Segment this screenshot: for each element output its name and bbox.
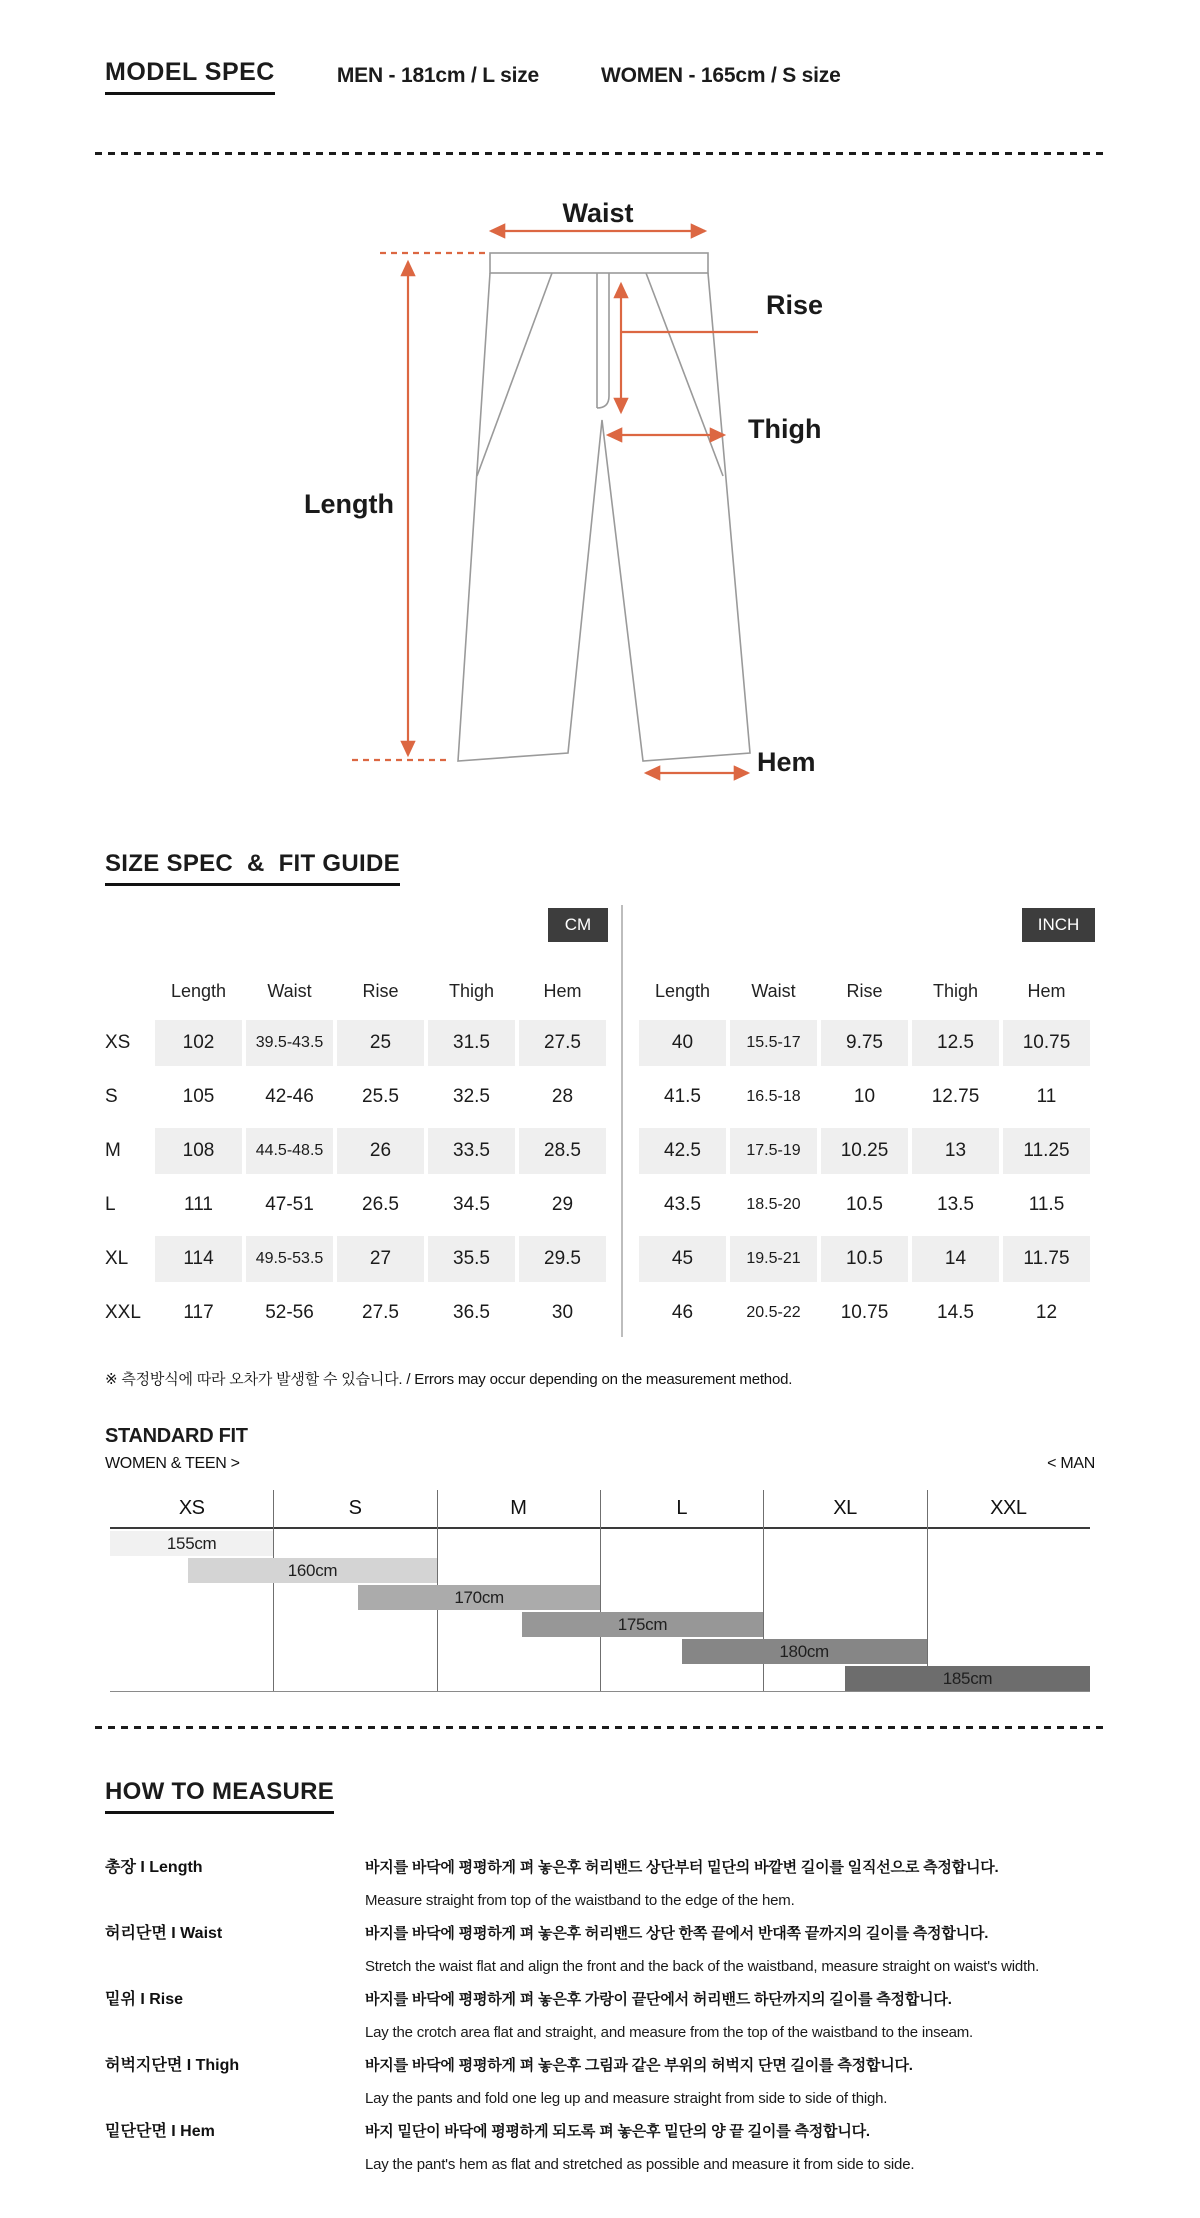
fly-line bbox=[597, 273, 609, 408]
table-cell bbox=[1001, 1070, 1092, 1124]
cell-value: 28 bbox=[551, 1086, 574, 1107]
cell-value: 10.75 bbox=[840, 1302, 889, 1323]
standard-fit-subheader bbox=[105, 1455, 1095, 1473]
table-cell bbox=[910, 1124, 1001, 1178]
table-cell bbox=[728, 1070, 819, 1124]
table-cell bbox=[244, 1232, 335, 1286]
measurement-note: ※ 측정방식에 따라 오차가 발생할 수 있습니다. / Errors may occur depending on the measurement method. bbox=[105, 1371, 793, 1388]
table-cell bbox=[819, 1070, 910, 1124]
column-header-waist: Waist bbox=[267, 980, 312, 1001]
cell-value: 10.5 bbox=[846, 1194, 883, 1215]
cell-value: 13 bbox=[912, 1128, 999, 1174]
fit-size-label-xs: XS bbox=[178, 1497, 205, 1519]
cell-value: 26.5 bbox=[362, 1194, 399, 1215]
fit-bars-area bbox=[110, 1529, 1090, 1692]
fit-gridline bbox=[273, 1490, 274, 1691]
table-cell bbox=[244, 1124, 335, 1178]
table-cell bbox=[1001, 1124, 1092, 1178]
standard-fit-title: STANDARD FIT bbox=[105, 1425, 248, 1447]
fit-gridline bbox=[927, 1490, 928, 1691]
table-cell bbox=[637, 1124, 728, 1178]
cell-value: 42.5 bbox=[639, 1128, 726, 1174]
length-label: Length bbox=[304, 489, 394, 519]
cell-value: 108 bbox=[155, 1128, 242, 1174]
cell-value: 19.5-21 bbox=[730, 1236, 817, 1282]
table-cell bbox=[819, 1016, 910, 1070]
cell-value: 43.5 bbox=[664, 1194, 701, 1215]
cell-value: 29 bbox=[551, 1194, 574, 1215]
cell-value: 34.5 bbox=[453, 1194, 490, 1215]
table-cell bbox=[153, 1124, 244, 1178]
table-cell bbox=[517, 1232, 608, 1286]
measure-item bbox=[105, 2122, 1105, 2175]
fit-size-label-m: M bbox=[510, 1497, 527, 1519]
column-header-length: Length bbox=[654, 980, 711, 1001]
cell-value: 11 bbox=[1036, 1086, 1057, 1107]
table-cell bbox=[1001, 1016, 1092, 1070]
rise-label: Rise bbox=[766, 290, 824, 320]
table-cell bbox=[426, 1232, 517, 1286]
table-cell bbox=[910, 1178, 1001, 1232]
table-cell bbox=[244, 1016, 335, 1070]
table-cell bbox=[910, 1232, 1001, 1286]
measure-description bbox=[365, 2122, 1105, 2175]
model-spec-title: MODEL SPEC bbox=[105, 58, 275, 95]
measure-term: 허리단면 I Waist bbox=[105, 1925, 223, 1942]
table-cell bbox=[426, 1070, 517, 1124]
fit-size-label-l: L bbox=[676, 1497, 687, 1519]
measure-term: 밑위 I Rise bbox=[105, 1991, 184, 2008]
cell-value: 49.5-53.5 bbox=[246, 1236, 333, 1282]
model-spec-header bbox=[105, 58, 1105, 95]
table-cell bbox=[819, 1124, 910, 1178]
waistband bbox=[490, 253, 708, 273]
measure-description bbox=[365, 1990, 1105, 2043]
table-cell bbox=[637, 1070, 728, 1124]
table-cell bbox=[517, 1286, 608, 1340]
table-cell bbox=[1001, 1178, 1092, 1232]
pants-outline bbox=[458, 253, 750, 761]
size-label: XL bbox=[105, 1248, 129, 1269]
cell-value: 12.75 bbox=[931, 1086, 980, 1107]
measure-item bbox=[105, 1924, 1105, 1977]
measure-description bbox=[365, 1858, 1105, 1911]
cell-value: 39.5-43.5 bbox=[246, 1020, 333, 1066]
table-cell bbox=[244, 1178, 335, 1232]
table-cell bbox=[153, 1232, 244, 1286]
column-header-thigh: Thigh bbox=[932, 980, 979, 1001]
table-cell bbox=[910, 1070, 1001, 1124]
table-cell bbox=[1001, 1232, 1092, 1286]
cm-unit-badge: CM bbox=[548, 908, 608, 942]
cell-value: 47-51 bbox=[265, 1194, 314, 1215]
table-cell bbox=[517, 1178, 608, 1232]
cell-value: 12 bbox=[1035, 1302, 1058, 1323]
cell-value: 36.5 bbox=[453, 1302, 490, 1323]
women-teen-label: WOMEN & TEEN > bbox=[105, 1455, 240, 1472]
pants-measurement-diagram bbox=[280, 186, 900, 798]
cell-value: 114 bbox=[155, 1236, 242, 1282]
measure-description bbox=[365, 1924, 1105, 1977]
measure-description bbox=[365, 2056, 1105, 2109]
table-cell bbox=[153, 1070, 244, 1124]
fit-size-label-s: S bbox=[348, 1497, 362, 1519]
measure-text-korean: 바지를 바닥에 평평하게 펴 놓은후 그림과 같은 부위의 허벅지 단면 길이를 측정합니다. bbox=[365, 2057, 913, 2074]
waist-label: Waist bbox=[562, 198, 634, 228]
size-label: XS bbox=[105, 1032, 131, 1053]
cell-value: 10.75 bbox=[1003, 1020, 1090, 1066]
table-cell bbox=[153, 1016, 244, 1070]
measure-text-korean: 바지를 바닥에 평평하게 펴 놓은후 가랑이 끝단에서 허리밴드 하단까지의 길이를 측정합니다. bbox=[365, 1991, 952, 2008]
table-cell bbox=[728, 1016, 819, 1070]
cell-value: 10 bbox=[853, 1086, 876, 1107]
table-cell bbox=[819, 1178, 910, 1232]
table-cell bbox=[819, 1232, 910, 1286]
table-cell bbox=[335, 1178, 426, 1232]
cell-value: 12.5 bbox=[912, 1020, 999, 1066]
fit-size-label-xl: XL bbox=[833, 1497, 857, 1519]
cell-value: 18.5-20 bbox=[746, 1196, 801, 1213]
table-cell bbox=[728, 1178, 819, 1232]
size-table-cm bbox=[105, 966, 608, 1340]
cell-value: 11.75 bbox=[1003, 1236, 1090, 1282]
table-cell bbox=[637, 1178, 728, 1232]
cell-value: 44.5-48.5 bbox=[246, 1128, 333, 1174]
column-header-hem: Hem bbox=[1027, 980, 1066, 1001]
cell-value: 27 bbox=[337, 1236, 424, 1282]
table-cell bbox=[637, 1232, 728, 1286]
table-separator-line bbox=[621, 905, 623, 1337]
column-header-rise: Rise bbox=[846, 980, 883, 1001]
measure-text-korean: 바지를 바닥에 평평하게 펴 놓은후 허리밴드 상단부터 밑단의 바깥변 길이를 일직선으로 측정합니다. bbox=[365, 1859, 999, 1876]
column-header-rise: Rise bbox=[362, 980, 399, 1001]
inch-unit-badge: INCH bbox=[1022, 908, 1095, 942]
cell-value: 40 bbox=[639, 1020, 726, 1066]
cell-value: 15.5-17 bbox=[730, 1020, 817, 1066]
table-cell bbox=[637, 1016, 728, 1070]
fit-gridline bbox=[600, 1490, 601, 1691]
measure-term: 밑단단면 I Hem bbox=[105, 2123, 215, 2140]
cell-value: 17.5-19 bbox=[730, 1128, 817, 1174]
cell-value: 27.5 bbox=[519, 1020, 606, 1066]
cell-value: 11.5 bbox=[1028, 1194, 1065, 1215]
cell-value: 41.5 bbox=[664, 1086, 701, 1107]
cell-value: 42-46 bbox=[265, 1086, 314, 1107]
cell-value: 31.5 bbox=[428, 1020, 515, 1066]
measure-item bbox=[105, 1858, 1105, 1911]
table-cell bbox=[517, 1070, 608, 1124]
cell-value: 20.5-22 bbox=[746, 1304, 801, 1321]
cell-value: 16.5-18 bbox=[746, 1088, 801, 1105]
table-cell bbox=[335, 1124, 426, 1178]
table-cell bbox=[426, 1124, 517, 1178]
table-cell bbox=[910, 1286, 1001, 1340]
table-cell bbox=[335, 1286, 426, 1340]
measure-term: 허벅지단면 I Thigh bbox=[105, 2057, 240, 2074]
cell-value: 10.5 bbox=[821, 1236, 908, 1282]
table-cell bbox=[153, 1178, 244, 1232]
cell-value: 32.5 bbox=[453, 1086, 490, 1107]
column-header-waist: Waist bbox=[751, 980, 796, 1001]
column-header-hem: Hem bbox=[543, 980, 582, 1001]
cell-value: 105 bbox=[182, 1086, 215, 1107]
cell-value: 13.5 bbox=[937, 1194, 974, 1215]
cell-value: 52-56 bbox=[265, 1302, 314, 1323]
cell-value: 9.75 bbox=[821, 1020, 908, 1066]
cell-value: 26 bbox=[337, 1128, 424, 1174]
cell-value: 102 bbox=[155, 1020, 242, 1066]
table-cell bbox=[426, 1178, 517, 1232]
cell-value: 25 bbox=[337, 1020, 424, 1066]
fit-bar-155cm: 155cm bbox=[110, 1531, 273, 1556]
dashed-divider-bottom bbox=[95, 1726, 1105, 1729]
dashed-divider-top bbox=[95, 152, 1105, 155]
cell-value: 33.5 bbox=[428, 1128, 515, 1174]
model-spec-women: WOMEN - 165cm / S size bbox=[601, 64, 841, 87]
measurement-arrows bbox=[352, 231, 758, 773]
measure-text-korean: 바지 밑단이 바닥에 평평하게 되도록 펴 놓은후 밑단의 양 끝 길이를 측정합니다. bbox=[365, 2123, 870, 2140]
fit-bar-170cm: 170cm bbox=[358, 1585, 600, 1610]
cell-value: 45 bbox=[639, 1236, 726, 1282]
cell-value: 30 bbox=[551, 1302, 574, 1323]
size-col-header bbox=[105, 966, 153, 1016]
measure-item bbox=[105, 1990, 1105, 2043]
size-label: XXL bbox=[105, 1302, 141, 1323]
column-header-length: Length bbox=[170, 980, 227, 1001]
measure-instruction-list bbox=[105, 1858, 1105, 2188]
size-label: L bbox=[105, 1194, 116, 1215]
table-cell bbox=[426, 1016, 517, 1070]
measure-item bbox=[105, 2056, 1105, 2109]
fit-bar-185cm: 185cm bbox=[845, 1666, 1090, 1691]
table-cell bbox=[728, 1124, 819, 1178]
size-spec-title: SIZE SPEC & FIT GUIDE bbox=[105, 850, 400, 886]
table-cell bbox=[335, 1070, 426, 1124]
table-cell bbox=[244, 1070, 335, 1124]
cell-value: 10.25 bbox=[821, 1128, 908, 1174]
table-cell bbox=[426, 1286, 517, 1340]
cell-value: 14 bbox=[912, 1236, 999, 1282]
cell-value: 35.5 bbox=[428, 1236, 515, 1282]
fit-bar-175cm: 175cm bbox=[522, 1612, 764, 1637]
cell-value: 25.5 bbox=[362, 1086, 399, 1107]
table-cell bbox=[517, 1124, 608, 1178]
cell-value: 27.5 bbox=[362, 1302, 399, 1323]
cell-value: 11.25 bbox=[1003, 1128, 1090, 1174]
cell-value: 29.5 bbox=[519, 1236, 606, 1282]
hem-label: Hem bbox=[757, 747, 816, 777]
measure-term: 총장 I Length bbox=[105, 1859, 203, 1876]
table-cell bbox=[728, 1286, 819, 1340]
table-cell bbox=[819, 1286, 910, 1340]
measure-text-korean: 바지를 바닥에 평평하게 펴 놓은후 허리밴드 상단 한쪽 끝에서 반대쪽 끝까지의 길이를 측정합니다. bbox=[365, 1925, 989, 1942]
cell-value: 46 bbox=[671, 1302, 694, 1323]
measure-text-english: Measure straight from top of the waistband to the edge of the hem. bbox=[365, 1892, 795, 1909]
table-cell bbox=[517, 1016, 608, 1070]
pants-legs bbox=[458, 273, 750, 761]
size-label: S bbox=[105, 1086, 118, 1107]
cell-value: 28.5 bbox=[519, 1128, 606, 1174]
table-cell bbox=[728, 1232, 819, 1286]
table-cell bbox=[153, 1286, 244, 1340]
cell-value: 14.5 bbox=[937, 1302, 974, 1323]
table-cell bbox=[335, 1016, 426, 1070]
size-label: M bbox=[105, 1140, 121, 1161]
cell-value: 117 bbox=[183, 1302, 214, 1323]
model-spec-men: MEN - 181cm / L size bbox=[336, 64, 540, 87]
measure-text-english: Lay the pant's hem as flat and stretched as possible and measure it from side to side. bbox=[365, 2156, 915, 2173]
measure-text-english: Lay the crotch area flat and straight, and measure from the top of the waistband to the inseam. bbox=[365, 2024, 974, 2041]
man-label: < MAN bbox=[1047, 1455, 1095, 1472]
size-table-inch bbox=[637, 966, 1092, 1340]
fit-bar-180cm: 180cm bbox=[682, 1639, 927, 1664]
column-header-thigh: Thigh bbox=[448, 980, 495, 1001]
table-cell bbox=[244, 1286, 335, 1340]
table-cell bbox=[1001, 1286, 1092, 1340]
measure-text-english: Lay the pants and fold one leg up and measure straight from side to side of thigh. bbox=[365, 2090, 888, 2107]
fit-bar-160cm: 160cm bbox=[188, 1558, 436, 1583]
table-cell bbox=[335, 1232, 426, 1286]
table-cell bbox=[637, 1286, 728, 1340]
table-cell bbox=[910, 1016, 1001, 1070]
fit-size-label-xxl: XXL bbox=[990, 1497, 1027, 1519]
cell-value: 111 bbox=[184, 1194, 213, 1215]
measure-text-english: Stretch the waist flat and align the front and the back of the waistband, measure straight on waist's width. bbox=[365, 1958, 1040, 1975]
how-to-measure-title: HOW TO MEASURE bbox=[105, 1778, 334, 1814]
standard-fit-chart bbox=[110, 1490, 1090, 1692]
thigh-label: Thigh bbox=[748, 414, 822, 444]
